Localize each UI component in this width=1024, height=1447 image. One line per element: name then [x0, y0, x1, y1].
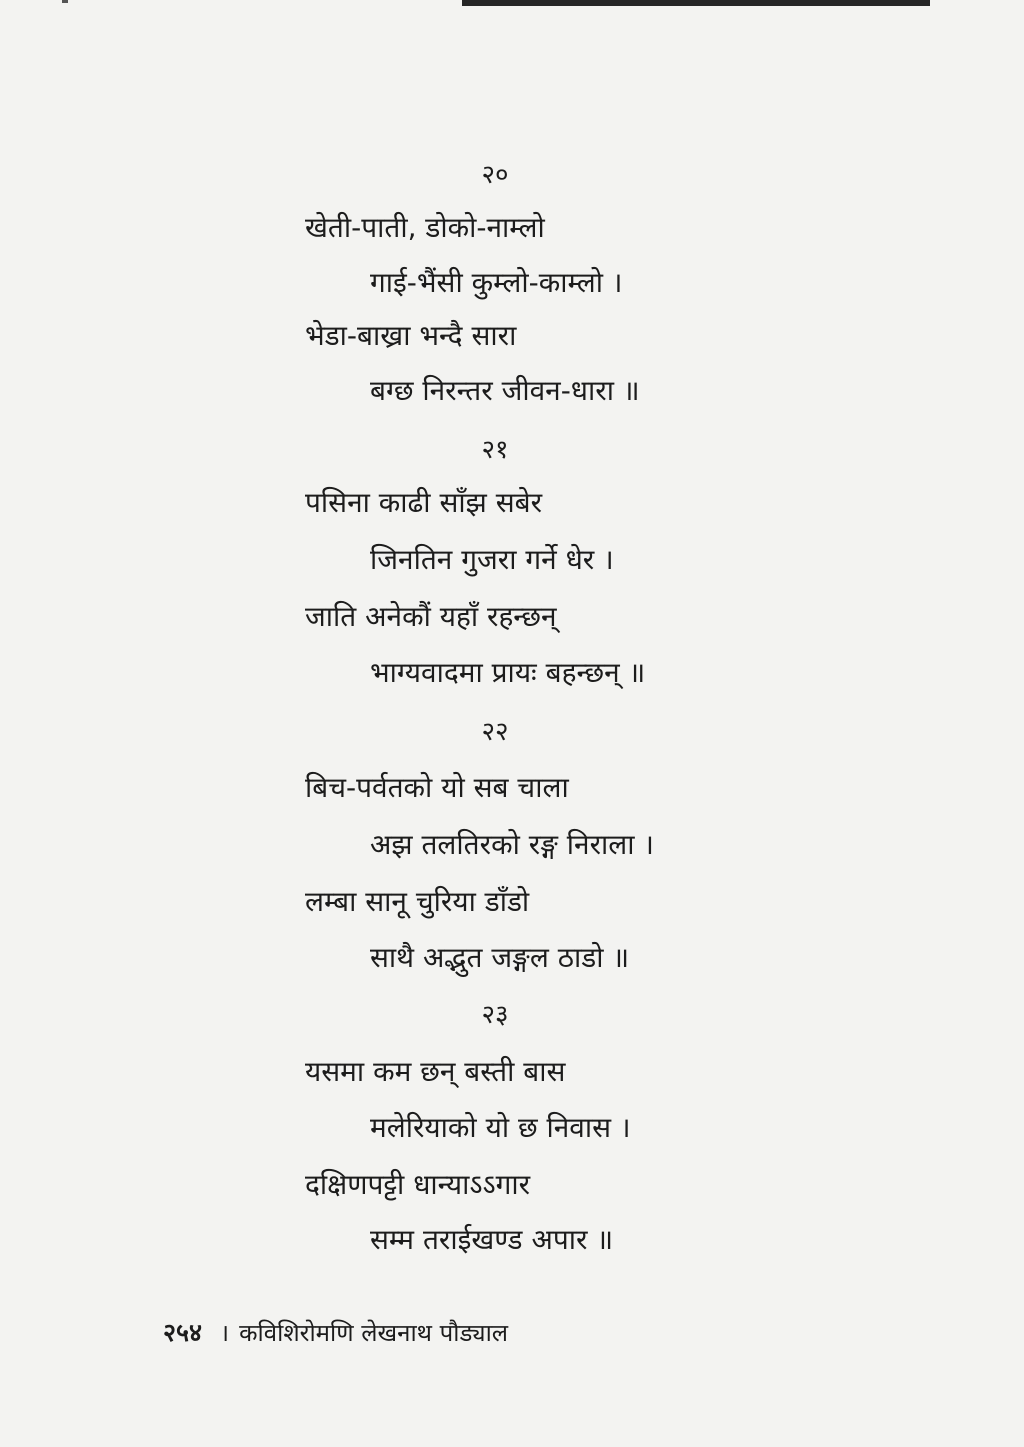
verse-line: बिच-पर्वतको यो सब चाला — [305, 771, 569, 804]
verse-line: अझ तलतिरको रङ्ग निराला । — [370, 828, 655, 861]
book-title: कविशिरोमणि लेखनाथ पौड्याल — [239, 1319, 509, 1347]
page-number: २५४ — [163, 1318, 203, 1347]
stanza-number: २१ — [481, 435, 509, 465]
verse-line: भेडा-बाख्रा भन्दै सारा — [305, 319, 517, 352]
verse-line: यसमा कम छन् बस्ती बास — [305, 1055, 566, 1088]
stanza-number: २२ — [481, 717, 509, 747]
verse-line: जाति अनेकौं यहाँ रहन्छन् — [305, 600, 557, 633]
stanza-number: २३ — [481, 1000, 509, 1030]
verse-line: पसिना काढी साँझ सबेर — [305, 486, 543, 519]
verse-line: लम्बा सानू चुरिया डाँडो — [305, 885, 530, 918]
verse-line: साथै अद्भुत जङ्गल ठाडो ॥ — [370, 941, 630, 974]
footer-separator: । — [220, 1319, 230, 1347]
verse-line: मलेरियाको यो छ निवास । — [370, 1111, 631, 1144]
page-footer — [163, 1314, 508, 1352]
verse-line: बग्छ निरन्तर जीवन-धारा ॥ — [370, 374, 640, 407]
verse-line: सम्म तराईखण्ड अपार ॥ — [370, 1223, 614, 1256]
verse-line: खेती-पाती, डोको-नाम्लो — [305, 211, 545, 244]
verse-line: जिनतिन गुजरा गर्ने धेर । — [370, 543, 614, 576]
scan-edge-artifact — [462, 0, 930, 6]
scan-mark-artifact — [62, 0, 68, 3]
verse-line: भाग्यवादमा प्रायः बहन्छन् ॥ — [370, 656, 646, 689]
verse-line: दक्षिणपट्टी धान्याऽऽगार — [305, 1168, 531, 1201]
stanza-number: २० — [481, 160, 509, 190]
verse-line: गाई-भैंसी कुम्लो-काम्लो । — [370, 266, 623, 299]
